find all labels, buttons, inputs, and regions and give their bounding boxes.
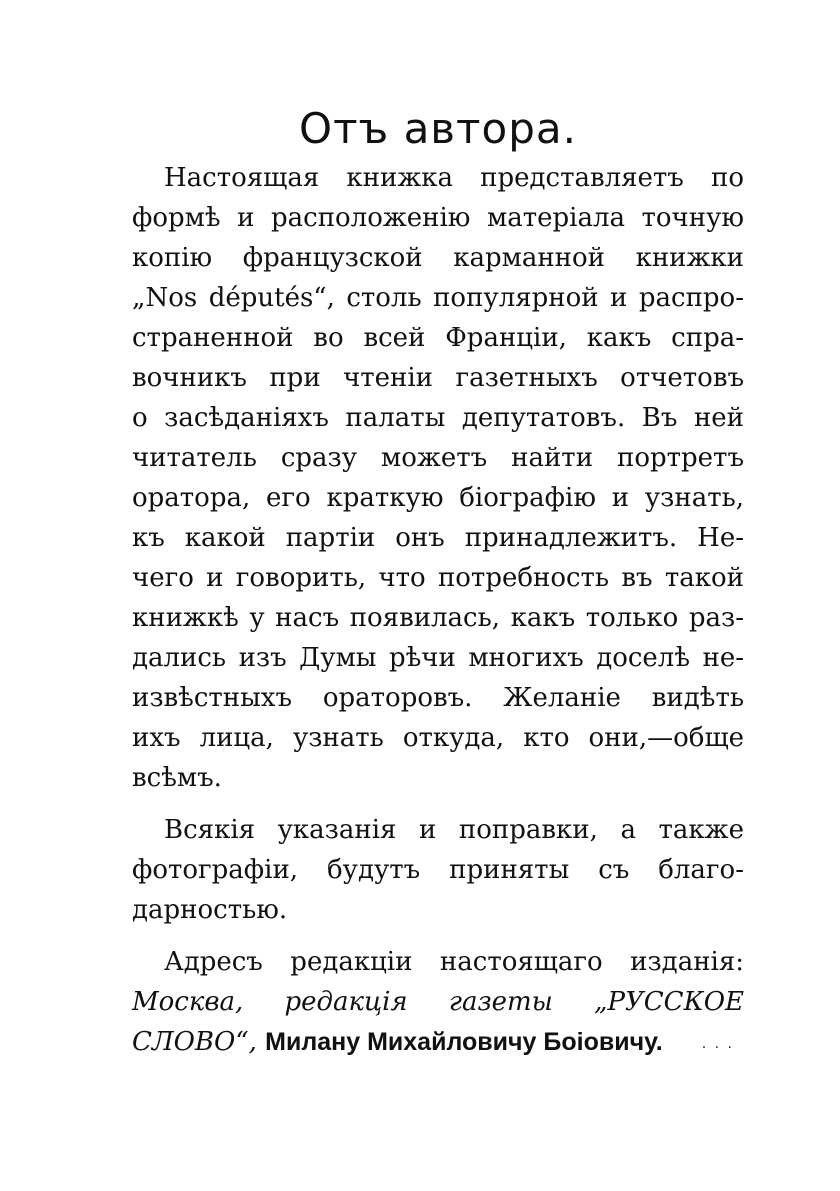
- paragraph-corrections: [132, 810, 744, 930]
- address-intro: Адресъ редакцiи настоящаго изданiя:: [164, 947, 744, 977]
- text-line: читатель сразу можетъ найти портретъ: [132, 443, 744, 473]
- address-line-1: [132, 982, 744, 1022]
- text-line: копiю французской карманной книжки: [132, 243, 744, 273]
- editor-name: Милану Михайловичу Боiовичу.: [265, 1028, 663, 1056]
- preface-text: [132, 100, 744, 1062]
- paragraph-gap: [132, 930, 744, 942]
- text-line: страненной во всей Францiи, какъ спра-: [132, 323, 744, 353]
- text-line: чего и говорить, что потребность въ такой: [132, 563, 744, 593]
- text-line: вочникъ при чтенiи газетныхъ отчетовъ: [132, 363, 744, 393]
- text-line: дарностью.: [132, 895, 288, 925]
- text-line: дались изъ Думы рѣчи многихъ доселѣ не-: [132, 643, 744, 673]
- paragraph-gap: [132, 798, 744, 810]
- paragraph-intro: [132, 158, 744, 798]
- text-line: о засѣданiяхъ палаты депутатовъ. Въ ней: [132, 403, 744, 433]
- text-line: ихъ лица, узнать откуда, кто они,—обще: [132, 723, 744, 753]
- text-line: къ какой партiи онъ принадлежитъ. Не-: [132, 523, 744, 553]
- text-line: „Nos députés“, столь популярной и распро-: [132, 283, 744, 313]
- paragraph-address: [132, 942, 744, 1062]
- text-line: извѣстныхъ ораторовъ. Желанiе видѣть: [132, 683, 744, 713]
- page-mark: · · ·: [701, 1040, 734, 1056]
- page-title: Отъ автора.: [299, 104, 577, 153]
- address-city-newspaper: Москва, редакцiя газеты „РУССКОЕ: [132, 987, 744, 1017]
- text-line: книжкѣ у насъ появилась, какъ только раз-: [132, 603, 744, 633]
- text-line: Всякiя указанiя и поправки, а также: [164, 815, 744, 845]
- text-line: формѣ и расположенiю матерiала точную: [132, 203, 744, 233]
- text-line: фотографiи, будутъ приняты съ благо-: [132, 855, 744, 885]
- newspaper-name-end: СЛОВО“,: [132, 1027, 257, 1057]
- text-line: оратора, его краткую бiографiю и узнать,: [132, 483, 744, 513]
- text-line: Настоящая книжка представляетъ по: [164, 163, 744, 193]
- address-line-2: [132, 1022, 744, 1062]
- text-line: всѣмъ.: [132, 763, 222, 793]
